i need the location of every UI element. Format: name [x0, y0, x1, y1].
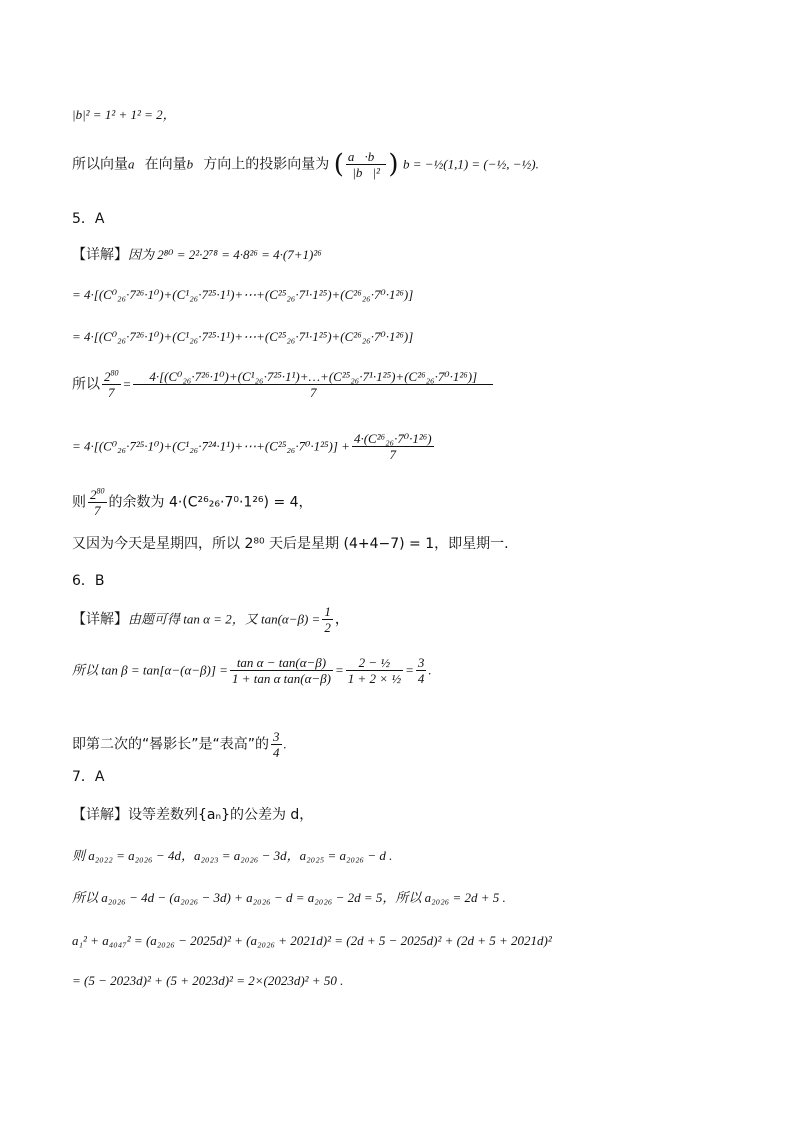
proj-vector-line: [72, 150, 539, 179]
q6-line1: 【详解】由题可得 tan α = 2，又 tan(α−β) = $\frac{1}{2}$ ，: [72, 604, 349, 635]
q7-header: 7．A: [72, 769, 105, 785]
q6-l2-frac: $\frac{\text{tan α − tan(α−β)}}{\text{1 + tan α tan(α−β)}}$: [231, 655, 331, 686]
q6-header: 6．B: [72, 573, 105, 589]
q5-line5: [72, 432, 436, 461]
proj-norm-line: |b|² = 1² + 1² = 2，: [72, 107, 176, 122]
q7-l1-text: 设等差数列{aₙ}的公差为 d，: [128, 807, 314, 823]
q5-line2: = 4·[(C⁰₂₆·7²⁶·1⁰)+(C¹₂₆·7²⁵·1¹)+⋯+(C²⁵₂₆·7¹·1²⁵)+(C²⁶₂₆·7⁰·1²⁶)]: [72, 287, 414, 302]
q5-l4-prefix: 所以: [72, 376, 100, 393]
q5-line1: [72, 248, 322, 262]
q7-line3: 所以 a₂₀₂₆ − 4d − (a₂₀₂₆ − 3d) + a₂₀₂₆ − d = a₂₀₂₆ − 2d = 5，所以 a₂₀₂₆ = 2d + 5 .: [72, 890, 506, 905]
q5-header: 5．A: [72, 211, 105, 227]
q5-line3: = 4·[(C⁰₂₆·7²⁶·1⁰)+(C¹₂₆·7²⁵·1¹)+⋯+(C²⁵₂₆·7¹·1²⁵)+(C²⁶₂₆·7⁰·1²⁶)]: [72, 329, 414, 344]
q5-l6-prefix: 则: [72, 494, 86, 511]
q5-detail-label: 【详解】: [72, 247, 128, 263]
q5-l4-rhs-frac: 4·[(C⁰₂₆·7²⁶·1⁰)+(C¹₂₆·7²⁵·1¹)+…+(C²⁵₂₆·7¹·1²⁵)+(C²⁶₂₆·7⁰·1²⁶)] 7: [133, 370, 493, 399]
q6-l3-prefix: 即第二次的“晷影长”是“表高”的: [72, 736, 270, 753]
q6-l1-frac: $\frac{1}{2}$: [324, 604, 331, 635]
q6-l1-text: 由题可得 tan α = 2，又 tan(α−β) =: [128, 611, 321, 627]
q7-line2: 则 a₂₀₂₂ = a₂₀₂₆ − 4d，a₂₀₂₃ = a₂₀₂₆ − 3d，a₂₀₂₅ = a₂₀₂₆ − d .: [72, 848, 393, 863]
q7-line5: = (5 − 2023d)² + (5 + 2023d)² = 2×(2023d)² + 50 .: [72, 973, 344, 988]
q5-line4: 所以 $\frac{2^{80}}{7}$ = 4·[(C⁰₂₆·7²⁶·1⁰)+(C¹₂₆·7²⁵·1¹)+…+(C²⁵₂₆·7¹·1²⁵)+(C²⁶₂₆·7⁰·1²⁶)] 7: [72, 370, 495, 399]
q7-detail-label: 【详解】: [72, 807, 128, 823]
q7-line1: [72, 808, 313, 822]
proj-mid2: 方向上的投影向量为: [203, 156, 330, 173]
q6-line2: 所以 tan β = tan[α−(α−β)] = $\frac{\text{tan α − tan(α−β)}}{\text{1 + tan α tan(α−β)}}$ = $\frac{\text{2 − ½}}{\text{1 + 2 × ½}}$ = $\frac{3}{4}$ .: [72, 655, 432, 686]
paren-left: (: [333, 149, 344, 180]
q7-line4: a₁² + a₄₀₄₇² = (a₂₀₂₆ − 2025d)² + (a₂₀₂₆ + 2021d)² = (2d + 5 − 2025d)² + (2d + 5 + 2021d)²: [72, 933, 552, 948]
q6-l2-compound-frac: $\frac{\text{2 − ½}}{\text{1 + 2 × ½}}$: [347, 655, 402, 686]
q6-l2-result-frac: $\frac{3}{4}$: [417, 655, 425, 686]
q6-l3-frac: $\frac{3}{4}$: [273, 729, 280, 760]
q6-detail-label: 【详解】: [72, 611, 128, 628]
q5-l5-text: = 4·[(C⁰₂₆·7²⁵·1⁰)+(C¹₂₆·7²⁴·1¹)+⋯+(C²⁵₂₆·7⁰·1²⁵)] +: [72, 438, 350, 454]
q6-line3: 即第二次的“晷影长”是“表高”的 $\frac{3}{4}$ .: [72, 729, 287, 760]
vec-a: a⃗: [128, 156, 145, 172]
proj-tail: b = −½(1,1) = (−½, −½).: [402, 156, 539, 172]
q6-l2-prefix: 所以 tan β = tan[α−(α−β)] =: [72, 662, 228, 678]
q5-l6-suffix: 的余数为 4·(C²⁶₂₆·7⁰·1²⁶) = 4，: [108, 494, 313, 511]
q5-l5-frac: $\frac{\text{4·(C²⁶₂₆·7⁰·1²⁶)}}{7}$: [353, 431, 432, 462]
proj-mid1: 在向量: [144, 156, 187, 173]
q5-l4-lhs-frac: $\frac{2^{80}}{7}$: [104, 368, 119, 400]
q5-l6-frac: $\frac{2^{80}}{7}$: [90, 486, 105, 518]
proj-prefix: 所以向量: [72, 156, 128, 173]
q5-line7: 又因为今天是星期四，所以 2⁸⁰ 天后是星期 (4+4−7) = 1，即星期一.: [72, 536, 509, 552]
q5-line6: [72, 488, 313, 517]
proj-coef-frac: $\frac{a⃗\cdot b⃗}{\text{|b⃗|²}}$: [347, 149, 385, 180]
vec-b: b⃗: [186, 156, 204, 172]
paren-right: ): [388, 149, 399, 180]
q5-l1-text: 因为 2⁸⁰ = 2²·2⁷⁸ = 4·8²⁶ = 4·(7+1)²⁶: [128, 247, 322, 262]
